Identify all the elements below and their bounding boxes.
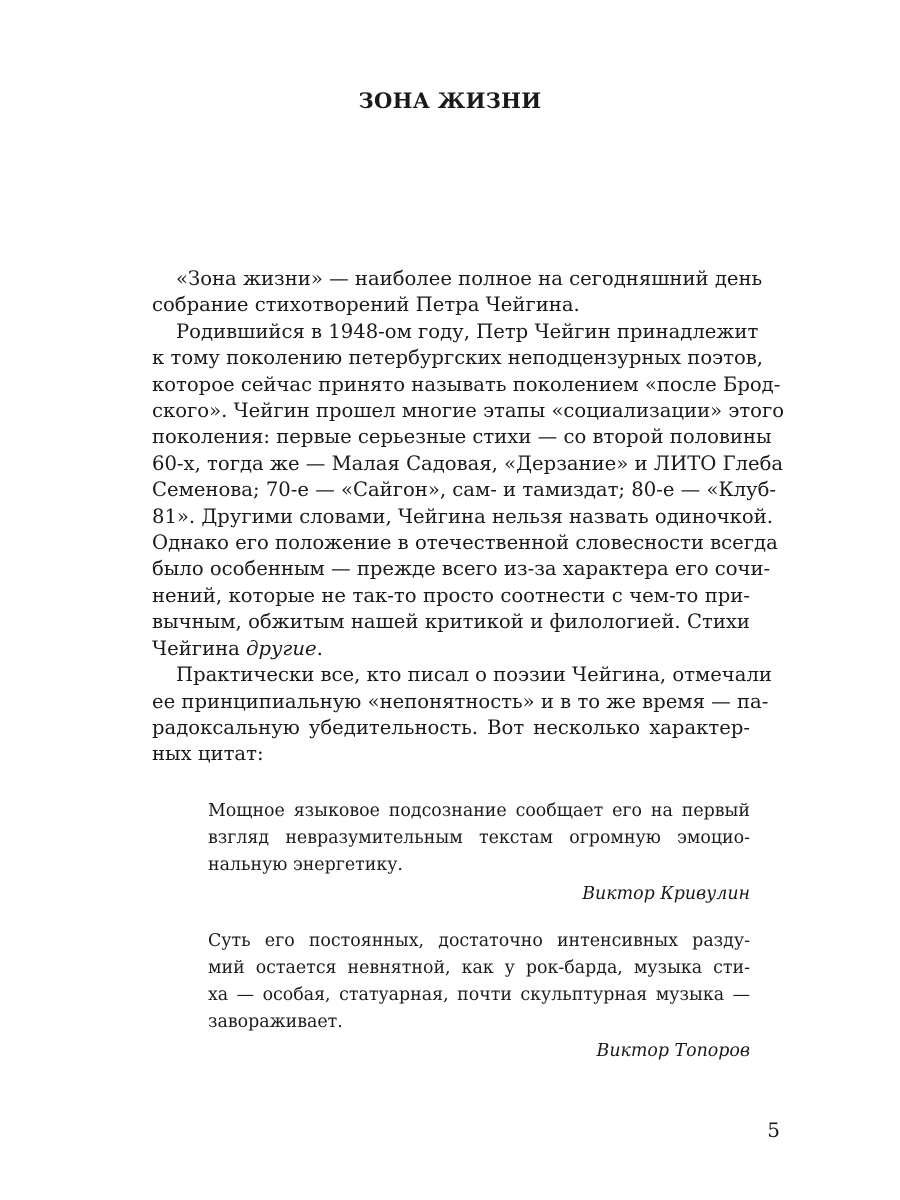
text-line: радоксальную убедительность. Вот несколько характер- xyxy=(152,715,750,739)
italic-word: другие xyxy=(246,636,317,660)
text-line: Практически все, кто писал о поэзии Чейгина, отмечали xyxy=(176,663,772,687)
quote-line: нальную энергетику. xyxy=(208,855,403,875)
text-line: собрание стихотворений Петра Чейгина. xyxy=(152,293,580,317)
page-number: 5 xyxy=(767,1118,780,1142)
quote-author: Виктор Топоров xyxy=(596,1041,750,1061)
text-line: Однако его положение в отечественной словесности всегда xyxy=(152,531,778,555)
text-fragment: Чейгина xyxy=(152,636,247,660)
text-line: ского». Чейгин прошел многие этапы «социализации» этого xyxy=(152,399,785,423)
text-line: «Зона жизни» — наиболее полное на сегодняшний день xyxy=(176,267,763,290)
text-line: которое сейчас принято называть поколением «после Брод- xyxy=(152,372,781,396)
quote-line: взгляд невразумительным текстам огромную эмоцио- xyxy=(208,828,750,848)
text-line: Семенова; 70-е — «Сайгон», сам- и тамиздат; 80-е — «Клуб- xyxy=(152,478,777,502)
text-line: нений, которые не так-то просто соотнести с чем-то при- xyxy=(152,583,750,607)
text-line: было особенным — прежде всего из-за характера его сочи- xyxy=(152,557,771,581)
text-line: Родившийся в 1948-ом году, Петр Чейгин принадлежит xyxy=(176,319,759,343)
quote-line: Суть его постоянных, достаточно интенсивных разду- xyxy=(208,931,750,951)
text-line: вычным, обжитым нашей критикой и филологией. Стихи xyxy=(152,610,750,634)
text-line: 81». Другими словами, Чейгина нельзя назвать одиночкой. xyxy=(152,504,773,528)
quote-line: завораживает. xyxy=(208,1012,343,1032)
chapter-title: ЗОНА ЖИЗНИ xyxy=(358,88,542,113)
text-line: к тому поколению петербургских неподцензурных поэтов, xyxy=(152,346,764,370)
quote-line: Мощное языковое подсознание сообщает его на первый xyxy=(208,801,750,821)
text-line: 60-х, тогда же — Малая Садовая, «Дерзание» и ЛИТО Глеба xyxy=(152,451,784,475)
text-line: поколения: первые серьезные стихи — со второй половины xyxy=(152,425,772,449)
text-line: ных цитат: xyxy=(152,742,264,766)
quote-block xyxy=(208,798,750,908)
text-line: ее принципиальную «непонятность» и в то же время — па- xyxy=(152,689,769,713)
text-line xyxy=(152,636,750,662)
quote-line: мий остается невнятной, как у рок-барда, музыка сти- xyxy=(208,958,750,978)
quote-block xyxy=(208,928,750,1065)
text-fragment: . xyxy=(316,636,323,660)
quote-author: Виктор Кривулин xyxy=(582,884,750,904)
main-text xyxy=(152,266,785,768)
quote-line: ха — особая, статуарная, почти скульптурная музыка — xyxy=(208,985,750,1005)
